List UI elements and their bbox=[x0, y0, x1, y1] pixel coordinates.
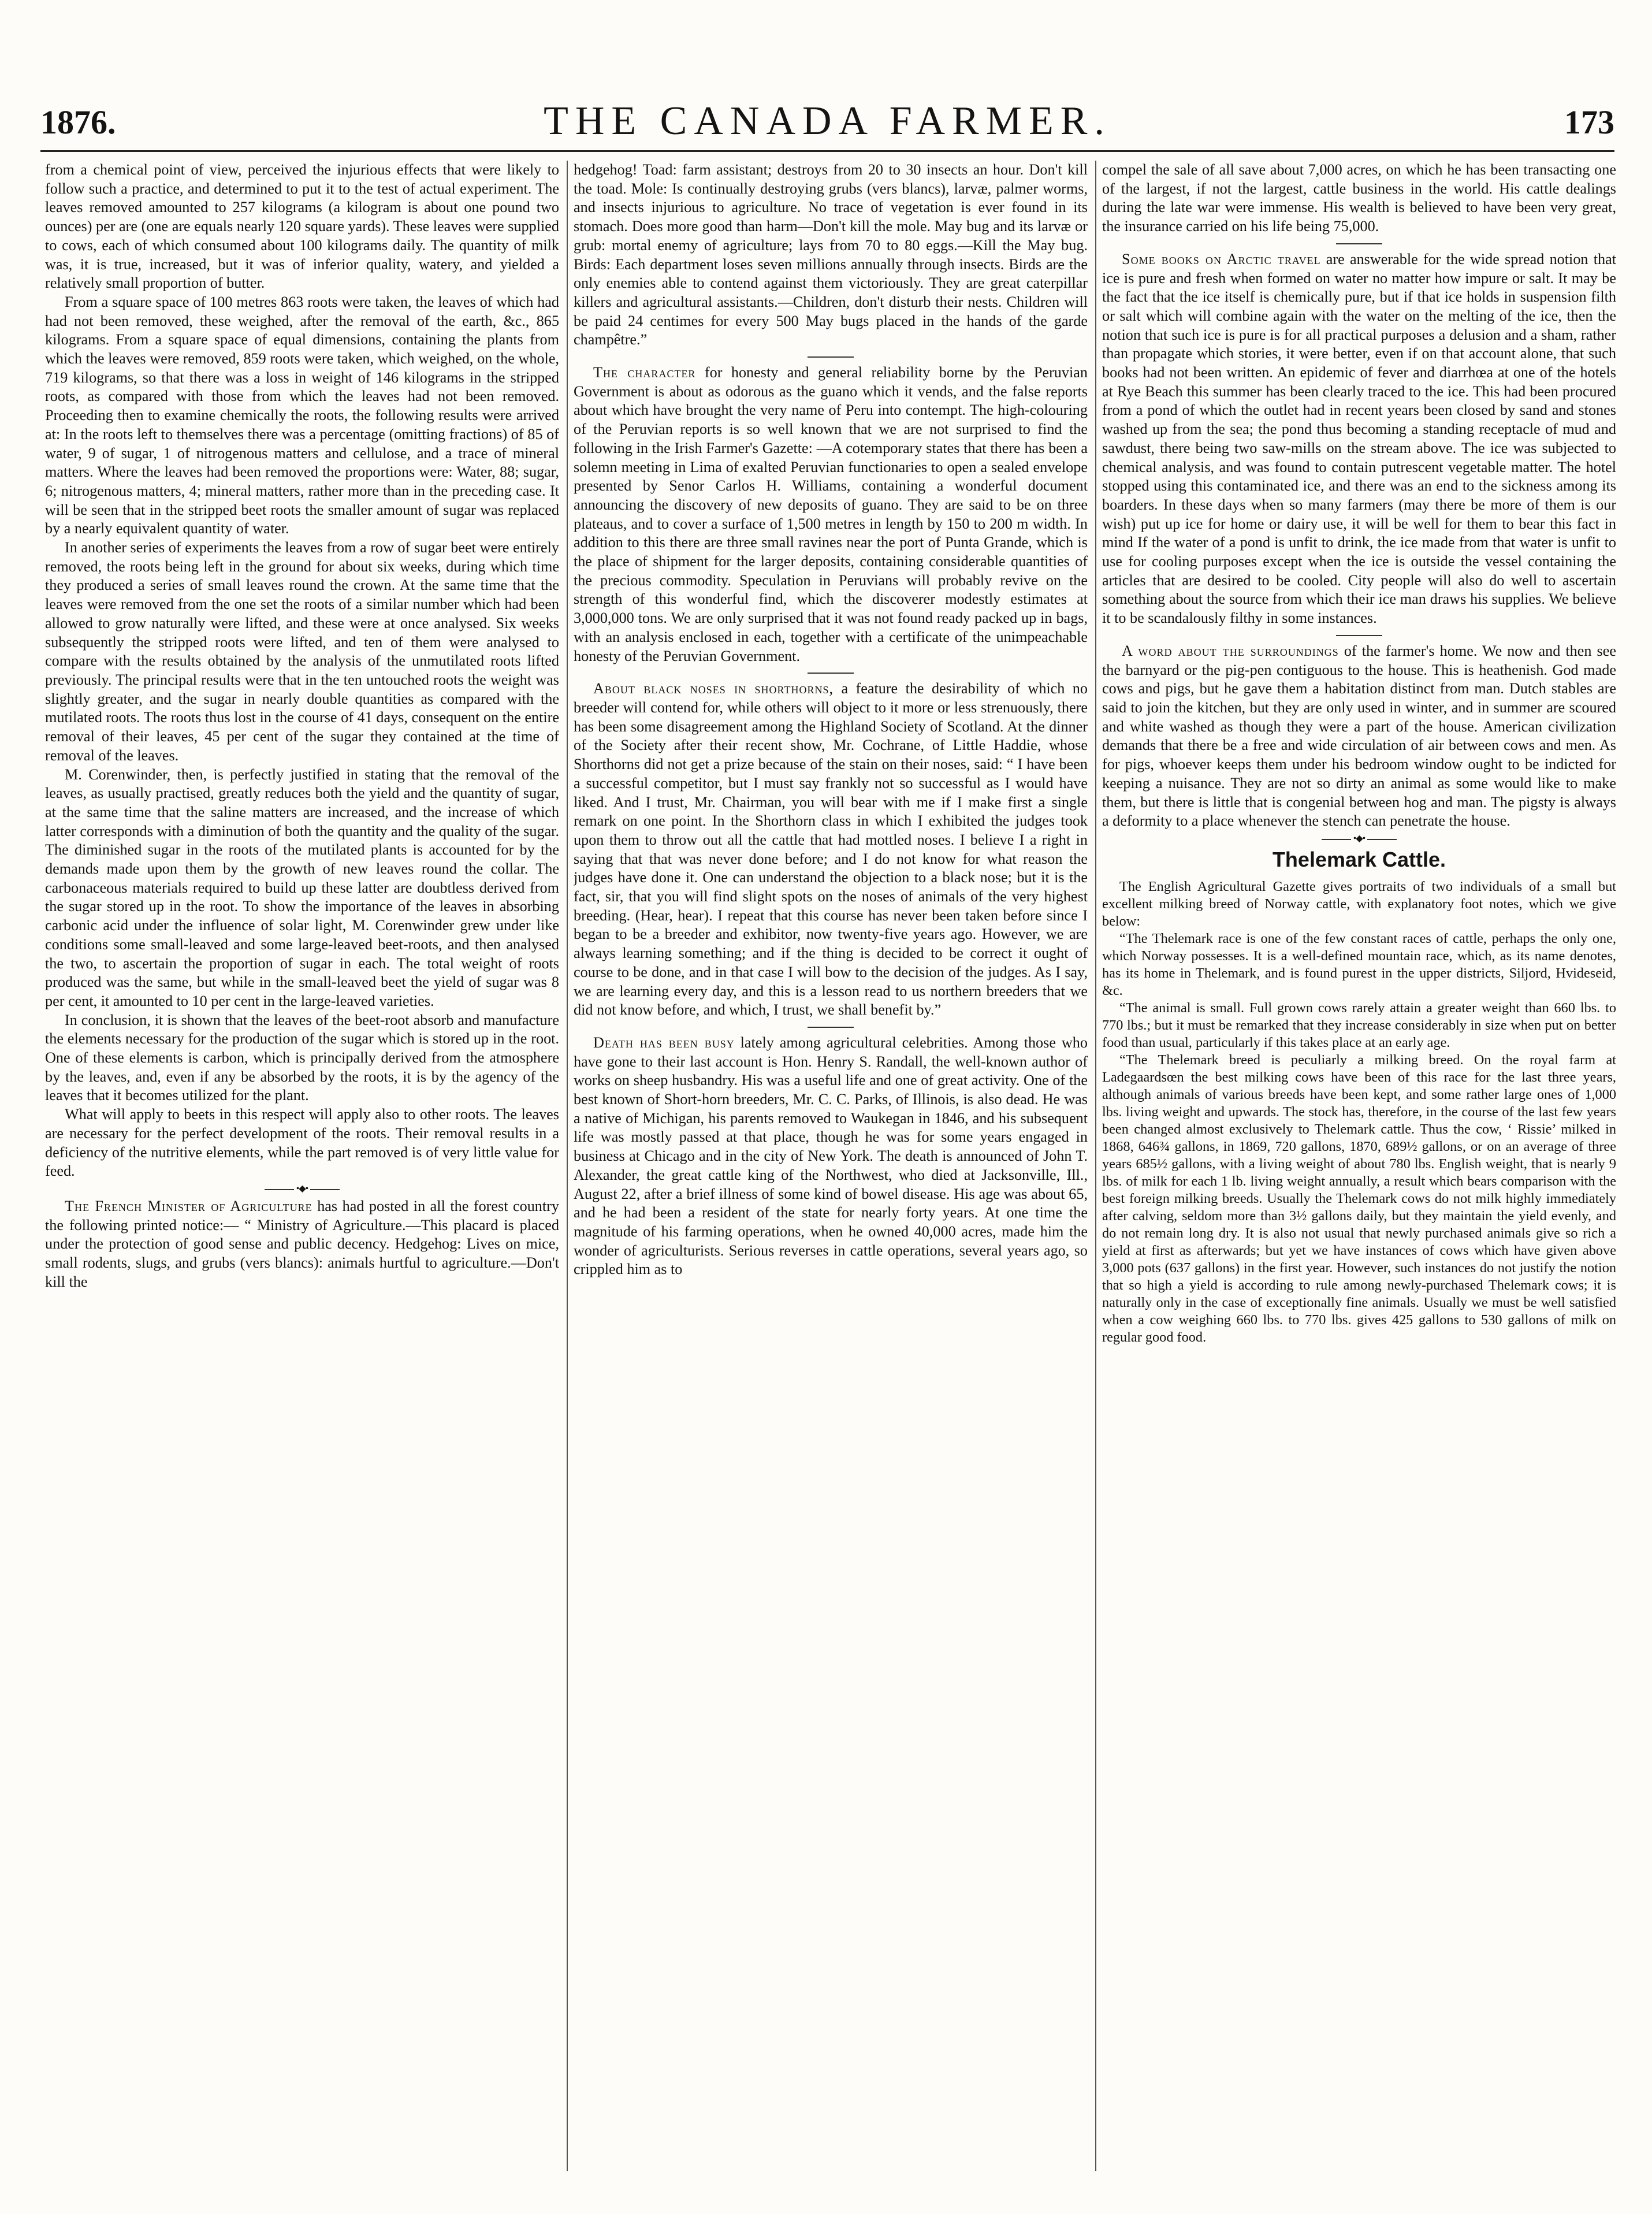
page-number: 173 bbox=[1564, 103, 1614, 141]
paragraph-lead: About black noses in shorthorns, bbox=[593, 680, 834, 697]
article-paragraph bbox=[1102, 250, 1616, 628]
quote-paragraph: “The Thelemark race is one of the few constant races of cattle, perhaps the only one, which Norway possesses. It is a well-defined mountain race, which, as its name denotes, has its home in Thelemark, and is found purest in the upper districts, Siljord, Hvideseid, &c. bbox=[1102, 930, 1616, 998]
column-3 bbox=[1102, 161, 1616, 2171]
section-heading: Thelemark Cattle. bbox=[1272, 847, 1446, 871]
paragraph-body: for honesty and general reliability borne by the Peruvian Government is about as odorous as the guano which it vends, and the false reports about which have brought the very name of Peru into contempt. The high-colouring of the Peruvian reports is so well known that we are not surprised to find the following in the Irish Farmer's Gazette: —A cotemporary states that there has been a solemn meeting in Lima of exalted Peruvian functionaries to open a sealed envelope presented by Senor Carlos H. Williams, containing a wonderful document announcing the discovery of new deposits of guano. They are said to be on three plateaus, and to cover a surface of 1,500 metres in length by 150 to 200 m width. In addition to this there are three small ravines near the port of Punta Grande, which is the place of shipment for the larger deposits, containing considerable quantities of the precious commodity. Speculation in Peruvians will probably revive on the strength of this wonderful find, which the discoverer modestly estimates at 3,000,000 tons. We are only surprised that it was not found ready packed up in bags, with an analysis enclosed in each, together with a certificate of the unimpeachable honesty of the Peruvian Government. bbox=[574, 364, 1088, 664]
paragraph-lead: The character bbox=[593, 364, 696, 381]
article-paragraph bbox=[1102, 642, 1616, 831]
section-divider bbox=[808, 673, 854, 674]
column-rule bbox=[567, 161, 568, 2171]
article-paragraph bbox=[574, 1034, 1088, 1279]
paragraph-body: are answerable for the wide spread notion that ice is pure and fresh when formed on water no matter how impure or salt. It may be the fact that the ice itself is chemically pure, but if that ice holds in suspension filth or salt which will combine again with the water on the melting of the ice, then the notion that such ice is pure is for all practical purposes a delusion and a sham, rather than propagate which stories, it were better, even if on that account alone, that such books had not been written. An epidemic of fever and diarrhœa at one of the hotels at Rye Beach this summer has been clearly traced to the ice. This had been procured from a pond of which the outlet had in recent years been closed by sand and stones washed up from the sea; the pond thus becoming a standing receptacle of mud and sawdust, there being two saw-mills on the stream above. The ice was subjected to chemical analysis, and was found to contain putrescent vegetable matter. The hotel stopped using this contaminated ice, and there was an end to the sickness among its boarders. In these days when so many farmers (may there be more of them is our wish) put up ice for home or dairy use, it will be well for them to bear this fact in mind If the water of a pond is unfit to drink, the ice made from that water is unfit to use for cooling purposes except when the ice is outside the vessel containing the articles that are desired to be cooled. City people will also do well to ascertain something about the source from which their ice man draws his supplies. We believe it to be scandalously filthy in some instances. bbox=[1102, 250, 1616, 627]
article-paragraph: The English Agricultural Gazette gives portraits of two individuals of a small but excellent milking breed of Norway cattle, with explanatory foot notes, which we give below: bbox=[1102, 878, 1616, 929]
article-paragraph: hedgehog! Toad: farm assistant; destroys from 20 to 30 insects an hour. Don't kill the toad. Mole: Is continually destroying grubs (vers blancs), larvæ, palmer worms, and insects injurious to agriculture. No trace of vegetation is ever found in its stomach. Does more good than harm—Don't kill the mole. May bug and its larvæ or grub: mortal enemy of agriculture; lays from 70 to 80 eggs.—Kill the May bug. Birds: Each department loses seven millions annually through insects. Birds are the only enemies able to contend against them victoriously. They are great caterpillar killers and agricultural assistants.—Children, don't disturb their nests. Children will be paid 24 centimes for every 500 May bugs placed in the hands of the garde champêtre.” bbox=[574, 161, 1088, 348]
issue-year: 1876. bbox=[40, 103, 116, 141]
article-paragraph: M. Corenwinder, then, is perfectly justified in stating that the removal of the leaves, as usually practised, greatly reduces both the yield and the quantity of sugar, at the same time that the saline matters are increased, and the increase of which latter corresponds with a diminution of both the quantity and the quality of the sugar. The diminished sugar in the roots of the mutilated plants is accounted for by the demands made upon them by the growth of new leaves round the collar. The carbonaceous materials required to build up these latter are doubtless derived from the sugar stored up in the root. To show the importance of the leaves in absorbing carbonic acid under the influence of solar light, M. Corenwinder grew under like conditions some small-leaved and some large-leaved beet-roots, and then analysed the two, to ascertain the proportion of sugar in each. The total weight of roots produced was the same, but while in the small-leaved beet the yield of sugar was 8 per cent, it amounted to 10 per cent in the large-leaved varieties. bbox=[45, 766, 559, 1009]
article-paragraph bbox=[574, 679, 1088, 1020]
paragraph-body: a feature the desirability of which no breeder will contend for, while others will object to it more or less strenuously, there has been some disagreement among the Highland Society of Scotland. At the dinner of the Society after their recent show, Mr. Cochrane, of Little Haddie, whose Shorthorns did not get a prize because of the stain on their noses, said: “ I have been a successful competitor, but I must say frankly not so successful as I would have liked. And I trust, Mr. Chairman, you will bear with me if I make first a single remark on one point. In the Shorthorn class in which I exhibited the judges took upon them to throw out all the cattle that had mottled noses. I believe I a right in saying that that was never done before; and I do not know for what reason the judges have done it. One can understand the objection to a black nose; but it is the fact, sir, that you will find slight spots on the noses of animals of the very highest breeding. (Hear, hear). I repeat that this course has never been taken before since I began to be a breeder and exhibitor, now twenty-five years ago. However, we are always learning something; and if the thing is decided to be correct it ought of course to be done, and in that case I will bow to the decision of the judges. As I say, we are learning every day, and this is a lesson read to us northern breeders that we did not know before, and which, I trust, we shall benefit by.” bbox=[574, 680, 1088, 1019]
paragraph-lead: The French Minister of Agriculture bbox=[65, 1197, 312, 1214]
column-2 bbox=[574, 161, 1088, 2171]
quote-paragraph: “The Thelemark breed is peculiarly a milking breed. On the royal farm at Ladegaardsœn the best milking cows have been of this race for the last three years, although animals of various breeds have been kept, and some rather large ones of 1,000 lbs. living weight and upwards. The stock has, therefore, in the course of the last few years been changed almost exclusively to Thelemark cattle. Thus the cow, ‘ Rissie’ milked in 1868, 646¾ gallons, in 1869, 720 gallons, 1870, 689½ gallons, or on an average of three years 685½ gallons, with a living weight of about 780 lbs. English weight, that is nearly 9 lbs. of milk for each 1 lb. living weight annually, a result which bears comparison with the best foreign milking breeds. Usually the Thelemark cows do not milk highly immediately after calving, seldom more than 3½ gallons daily, but they maintain the yield evenly, and do not remain long dry. It is also not usual that newly purchased animals give so rich a yield at first as afterwards; but yet we have instances of cows which have given above 3,000 pots (637 gallons) in the first year. However, such instances do not justify the notion that so high a yield is according to rule among newly-purchased Thelemark cows; it is naturally only in the case of exceptionally fine animals. Usually we must be well satisfied when a cow weighing 660 lbs. to 770 lbs. gives 425 gallons to 530 gallons of milk on regular good food. bbox=[1102, 1052, 1616, 1345]
paragraph-lead: Death has been busy bbox=[593, 1034, 735, 1051]
article-paragraph: from a chemical point of view, perceived the injurious effects that were likely to follow such a practice, and determined to put it to the test of actual experiment. The leaves removed amounted to 257 kilograms (a kilogram is about one pound two ounces) per are (one are equals nearly 120 square yards). These leaves were supplied to cows, each of which consumed about 100 kilograms daily. The quantity of milk was, it is true, increased, but it was of inferior quality, watery, and yielded a relatively small proportion of butter. bbox=[45, 161, 559, 292]
quoted-article bbox=[1102, 878, 1616, 1346]
article-paragraph bbox=[45, 1197, 559, 1292]
section-divider bbox=[808, 1027, 854, 1028]
paragraph-body: of the farmer's home. We now and then see the barnyard or the pig-pen contiguous to the house. This is heathenish. God made cows and pigs, but he gave them a habitation distinct from man. Dutch stables are said to join the kitchen, but they are only used in winter, and in summer are scoured and white washed as though they were a part of the house. American civilization demands that there be a free and wide circulation of air between cows and men. As for pigs, whoever keeps them under his bedroom window ought to be indicted for keeping a nuisance. They are not so dirty an animal as some would like to make them, but there is little that is congenial between hog and man. The pigsty is always a deformity to a place whenever the stench can penetrate the house. bbox=[1102, 642, 1616, 830]
section-divider: •◆• bbox=[265, 1189, 340, 1190]
paragraph-lead: A word about the surroundings bbox=[1122, 642, 1339, 659]
masthead bbox=[40, 87, 1614, 152]
section-divider bbox=[1336, 635, 1382, 636]
article-paragraph: What will apply to beets in this respect will apply also to other roots. The leaves are necessary for the perfect development of the roots. Their removal results in a deficiency of the nutritive elements, while the part removed is of very little value for feed. bbox=[45, 1106, 559, 1180]
paragraph-lead: Some books on Arctic travel bbox=[1122, 250, 1321, 268]
section-divider bbox=[1336, 243, 1382, 244]
paragraph-body: lately among agricultural celebrities. Among those who have gone to their last account is Hon. Henry S. Randall, the well-known author of works on sheep husbandry. His was a useful life and one of great activity. One of the best known of Short-horn breeders, Mr. C. C. Parks, of Illinois, is also dead. He was a native of Michigan, his parents removed to Waukegan in 1846, and his subsequent life was mostly passed at that place, though he was for some years engaged in business at Chicago and in the city of New York. The death is announced of John T. Alexander, the great cattle king of the Northwest, who died at Jacksonville, Ill., August 22, after a brief illness of some kind of bowel disease. His age was about 65, and he had been a resident of the state for nearly forty years. At one time the magnitude of his farming operations, when he owned 40,000 acres, made him the wonder of agriculturists. Serious reverses in cattle operations, several years ago, so crippled him as to bbox=[574, 1034, 1088, 1278]
section-divider: •◆• bbox=[1322, 839, 1397, 840]
column-rule bbox=[1095, 161, 1096, 2171]
article-paragraph: In conclusion, it is shown that the leaves of the beet-root absorb and manufacture the elements necessary for the production of the sugar which is stored up in the root. One of these elements is carbon, which is principally derived from the atmosphere by the leaves, and, even if any be absorbed by the roots, it is by the agency of the leaves that it becomes utilized for the plant. bbox=[45, 1011, 559, 1104]
article-paragraph: compel the sale of all save about 7,000 acres, on which he has been transacting one of the largest, if not the largest, cattle business in the world. His cattle dealings during the late war were immense. His wealth is believed to have been very great, the insurance carried on his life being 75,000. bbox=[1102, 161, 1616, 235]
article-paragraph: In another series of experiments the leaves from a row of sugar beet were entirely removed, the roots being left in the ground for about six weeks, during which time they produced a series of small leaves round the crown. At the same time that the leaves were removed from the one set the roots of a similar number which had been allowed to grow naturally were lifted, and these were at once analysed. Six weeks subsequently the stripped roots were lifted, and ten of them were analysed to compare with the results obtained by the analysis of the unmutilated roots lifted previously. The principal results were that in the ten untouched roots the weight was slightly greater, and the sugar in nearly double quantities as compared with the mutilated roots. The roots thus lost in the course of 41 days, consequent on the entire removal of their leaves, 45 per cent of the sugar they contained at the time of removal of the leaves. bbox=[45, 539, 559, 764]
newspaper-title: THE CANADA FARMER. bbox=[544, 99, 1111, 143]
paragraph-body: has had posted in all the forest country the following printed notice:— “ Ministry of Agriculture.—This placard is placed under the protection of good sense and public decency. Hedgehog: Lives on mice, small rodents, slugs, and grubs (vers blancs): animals hurtful to agriculture.—Don't kill the bbox=[45, 1197, 559, 1290]
column-1 bbox=[45, 161, 559, 2171]
quote-paragraph: “The animal is small. Full grown cows rarely attain a greater weight than 660 lbs. to 770 lbs.; but it must be remarked that they increase considerably in size when put on better food than usual, particularly if this takes place at an early age. bbox=[1102, 1000, 1616, 1050]
article-paragraph bbox=[574, 363, 1088, 666]
article-paragraph: From a square space of 100 metres 863 roots were taken, the leaves of which had had not been removed, these weighed, after the removal of the earth, &c., 865 kilograms. From a square space of equal dimensions, containing the plants from which the leaves were removed, 859 roots were taken, which weighed, on the whole, 719 kilograms, so that there was a loss in weight of 146 kilograms in the stripped roots, as compared with those from which the leaves had not been removed. Proceeding then to examine chemically the roots, the following results were arrived at: In the roots left to themselves there was a percentage (omitting fractions) of 85 of water, 9 of sugar, 1 of nitrogenous matters and cellulose, and a trace of mineral matters. Where the leaves had been removed the proportions were: Water, 88; sugar, 6; nitrogenous matters, 4; mineral matters, rather more than in the preceding case. It will be seen that in the stripped beet roots the smaller amount of sugar was replaced by a nearly equivalent quantity of water. bbox=[45, 293, 559, 537]
section-divider bbox=[808, 356, 854, 358]
